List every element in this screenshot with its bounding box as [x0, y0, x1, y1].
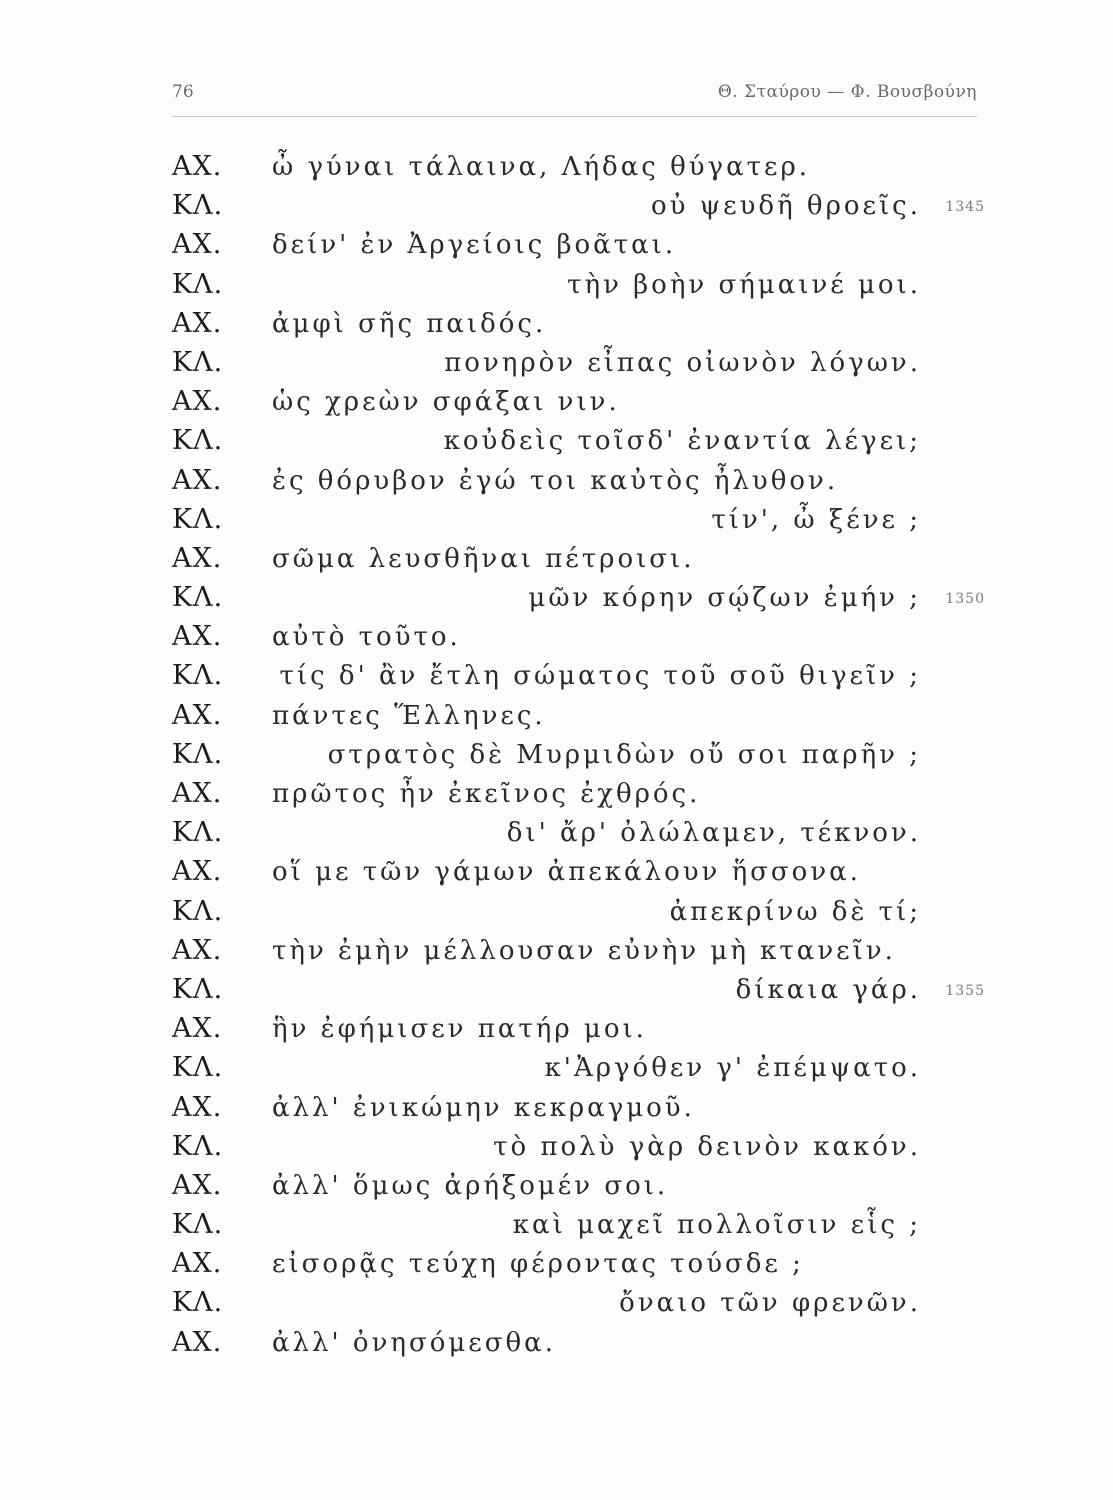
dialogue-line — [0, 1286, 1113, 1325]
speaker-label: ΚΛ. — [172, 268, 224, 300]
speaker-label: ΚΛ. — [172, 582, 224, 614]
speaker-label: ΑΧ. — [172, 229, 223, 261]
dialogue-lines — [0, 150, 1113, 1365]
verse-text: ἀλλ' ὅμως ἀρήξομέν σοι. — [272, 1170, 669, 1201]
dialogue-line — [0, 228, 1113, 267]
verse-text: οὐ ψευδῆ θροεῖς. — [651, 191, 921, 222]
dialogue-line — [0, 973, 1113, 1012]
dialogue-line — [0, 659, 1113, 698]
verse-text: ἀλλ' ἐνικώμην κεκραγμοῦ. — [272, 1092, 695, 1123]
verse-text: ὡς χρεὼν σφάξαι νιν. — [272, 387, 620, 418]
verse-line-number: 1355 — [945, 982, 985, 999]
verse-text: στρατὸς δὲ Μυρμιδὼν οὔ σοι παρῆν ; — [327, 739, 921, 770]
verse-text: οἵ με τῶν γάμων ἀπεκάλουν ἥσσονα. — [272, 857, 861, 888]
dialogue-line — [0, 581, 1113, 620]
speaker-label: ΑΧ. — [172, 464, 223, 496]
dialogue-line — [0, 268, 1113, 307]
dialogue-line — [0, 307, 1113, 346]
verse-text: ἀλλ' ὀνησόμεσθα. — [272, 1327, 556, 1358]
speaker-label: ΑΧ. — [172, 1326, 223, 1358]
dialogue-line — [0, 855, 1113, 894]
speaker-label: ΚΛ. — [172, 190, 224, 222]
speaker-label: ΑΧ. — [172, 307, 223, 339]
speaker-label: ΚΛ. — [172, 973, 224, 1005]
verse-text: πονηρὸν εἶπας οἰωνὸν λόγων. — [444, 347, 921, 378]
dialogue-line — [0, 542, 1113, 581]
verse-text: ὄναιο τῶν φρενῶν. — [619, 1288, 921, 1319]
running-head: Θ. Σταύρου — Φ. Βουσβούνη — [717, 82, 977, 102]
verse-text: σῶμα λευσθῆναι πέτροισι. — [272, 543, 695, 574]
speaker-label: ΚΛ. — [172, 1287, 224, 1319]
speaker-label: ΑΧ. — [172, 151, 223, 182]
speaker-label: ΑΧ. — [172, 1013, 223, 1045]
speaker-label: ΑΧ. — [172, 621, 223, 653]
verse-text: αὐτὸ τοῦτο. — [272, 622, 461, 653]
dialogue-line — [0, 699, 1113, 738]
verse-text: τίς δ' ἂν ἔτλη σώματος τοῦ σοῦ θιγεῖν ; — [279, 661, 921, 692]
dialogue-line — [0, 1130, 1113, 1169]
dialogue-line — [0, 620, 1113, 659]
dialogue-line — [0, 1091, 1113, 1130]
verse-text: δείν' ἐν Ἀργείοις βοᾶται. — [272, 230, 677, 261]
verse-text: τὴν ἐμὴν μέλλουσαν εὐνὴν μὴ κτανεῖν. — [272, 935, 896, 966]
verse-text: τίν', ὦ ξένε ; — [711, 504, 921, 535]
dialogue-line — [0, 385, 1113, 424]
speaker-label: ΚΛ. — [172, 346, 224, 378]
dialogue-line — [0, 1326, 1113, 1365]
speaker-label: ΚΛ. — [172, 503, 224, 535]
verse-text: δίκαια γάρ. — [735, 974, 921, 1005]
dialogue-line — [0, 934, 1113, 973]
speaker-label: ΑΧ. — [172, 699, 223, 731]
speaker-label: ΚΛ. — [172, 895, 224, 927]
dialogue-line — [0, 777, 1113, 816]
dialogue-line — [0, 1247, 1113, 1286]
verse-text: δι' ἄρ' ὀλώλαμεν, τέκνον. — [506, 818, 921, 849]
verse-text: κοὐδεὶς τοῖσδ' ἐναντία λέγει; — [443, 426, 921, 457]
speaker-label: ΚΛ. — [172, 1130, 224, 1162]
speaker-label: ΚΛ. — [172, 1052, 224, 1084]
header-rule — [172, 116, 977, 117]
speaker-label: ΚΛ. — [172, 738, 224, 770]
verse-line-number: 1350 — [945, 591, 985, 608]
dialogue-line — [0, 346, 1113, 385]
speaker-label: ΚΛ. — [172, 817, 224, 849]
verse-text: εἰσορᾷς τεύχη φέροντας τούσδε ; — [272, 1249, 804, 1280]
verse-text: ἀπεκρίνω δὲ τί; — [669, 896, 921, 927]
dialogue-line — [0, 189, 1113, 228]
page-header — [172, 82, 977, 112]
speaker-label: ΚΛ. — [172, 1209, 224, 1241]
verse-text: κ'Ἀργόθεν γ' ἐπέμψατο. — [544, 1053, 921, 1084]
dialogue-line — [0, 1051, 1113, 1090]
verse-text: μῶν κόρην σῴζων ἐμήν ; — [528, 583, 921, 614]
dialogue-line — [0, 1169, 1113, 1208]
speaker-label: ΑΧ. — [172, 386, 223, 418]
dialogue-line — [0, 464, 1113, 503]
speaker-label: ΑΧ. — [172, 542, 223, 574]
verse-text: πάντες Ἕλληνες. — [272, 700, 546, 731]
speaker-label: ΚΛ. — [172, 425, 224, 457]
verse-text: καὶ μαχεῖ πολλοῖσιν εἷς ; — [512, 1210, 921, 1241]
speaker-label: ΑΧ. — [172, 856, 223, 888]
dialogue-line — [0, 816, 1113, 855]
speaker-label: ΑΧ. — [172, 1091, 223, 1123]
dialogue-line — [0, 738, 1113, 777]
dialogue-line — [0, 150, 1113, 189]
verse-text: ἣν ἐφήμισεν πατήρ μοι. — [272, 1014, 647, 1045]
verse-text: τὸ πολὺ γὰρ δεινὸν κακόν. — [493, 1131, 921, 1162]
dialogue-line — [0, 1208, 1113, 1247]
speaker-label: ΚΛ. — [172, 660, 224, 692]
verse-text: ἐς θόρυβον ἐγώ τοι καὐτὸς ἦλυθον. — [272, 465, 839, 496]
verse-text: τὴν βοὴν σήμαινέ μοι. — [567, 269, 921, 300]
verse-text: ἀμφὶ σῆς παιδός. — [272, 308, 547, 339]
dialogue-line — [0, 503, 1113, 542]
dialogue-line — [0, 1012, 1113, 1051]
speaker-label: ΑΧ. — [172, 1169, 223, 1201]
verse-text: πρῶτος ἦν ἐκεῖνος ἐχθρός. — [272, 779, 701, 809]
speaker-label: ΑΧ. — [172, 1248, 223, 1280]
page-number: 76 — [172, 82, 194, 102]
speaker-label: ΑΧ. — [172, 778, 223, 809]
dialogue-line — [0, 424, 1113, 463]
verse-line-number: 1345 — [945, 199, 985, 216]
verse-text: ὦ γύναι τάλαινα, Λήδας θύγατερ. — [272, 152, 811, 182]
speaker-label: ΑΧ. — [172, 934, 223, 966]
dialogue-line — [0, 895, 1113, 934]
